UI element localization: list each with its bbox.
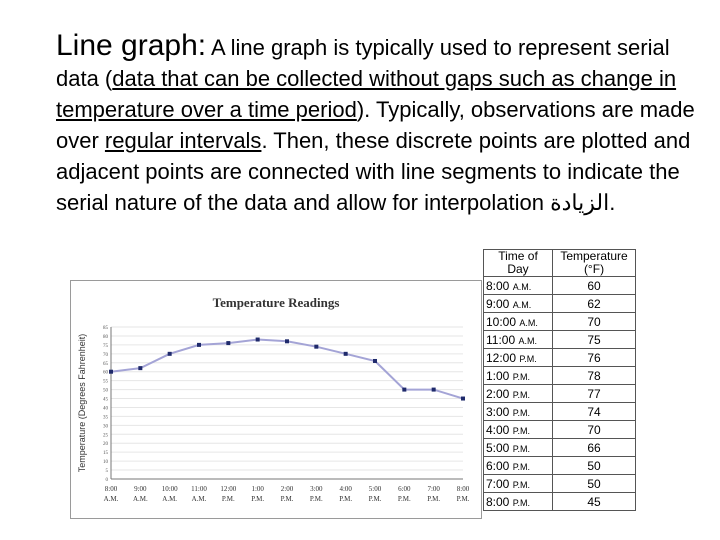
paragraph: [56, 30, 708, 218]
temperature-cell: 62: [553, 295, 636, 313]
intro-text: A line graph is typically used to represent serial data (: [56, 35, 670, 91]
temperature-cell: 70: [553, 421, 636, 439]
data-point: [402, 388, 406, 392]
time-cell: [484, 457, 553, 475]
time-period: P.M.: [512, 497, 531, 508]
data-point: [314, 345, 318, 349]
time-period: A.M.: [512, 281, 532, 292]
data-point: [226, 341, 230, 345]
table-row: [484, 457, 636, 475]
x-tick-period: A.M.: [162, 495, 178, 503]
y-tick-label: 30: [103, 424, 108, 430]
table-row: [484, 295, 636, 313]
x-tick-period: A.M.: [132, 495, 148, 503]
x-tick-period: A.M.: [103, 495, 119, 503]
time-period: P.M.: [512, 389, 531, 400]
time-period: P.M.: [519, 353, 537, 364]
table-body: [484, 277, 636, 511]
data-point: [344, 352, 348, 356]
time-value: 7:00: [486, 476, 510, 491]
end-period: .: [609, 190, 616, 215]
time-period: P.M.: [512, 443, 531, 454]
time-cell: [484, 421, 553, 439]
x-tick-label: 1:00: [251, 485, 264, 493]
y-tick-label: 60: [103, 370, 108, 376]
y-tick-label: 10: [103, 460, 108, 466]
y-tick-label: 40: [103, 406, 108, 412]
time-cell: [484, 385, 553, 403]
time-period: A.M.: [512, 299, 532, 310]
time-cell: [484, 439, 553, 457]
x-tick-label: 8:00: [104, 485, 118, 493]
y-tick-label: 55: [103, 379, 108, 385]
header-temperature: Temperature (°F): [553, 250, 636, 277]
time-period: P.M.: [512, 461, 531, 472]
y-tick-label: 5: [105, 469, 108, 475]
x-tick-label: 10:00: [161, 485, 178, 493]
table-row: [484, 349, 636, 367]
y-tick-label: 45: [103, 397, 108, 403]
table-row: [484, 403, 636, 421]
x-tick-period: A.M.: [191, 495, 207, 503]
time-cell: [484, 277, 553, 295]
temperature-cell: 50: [553, 475, 636, 493]
header-time: Time of Day: [484, 250, 553, 277]
y-tick-label: 50: [103, 388, 108, 394]
data-point: [109, 370, 113, 374]
time-cell: [484, 295, 553, 313]
x-tick-period: P.M.: [251, 495, 265, 503]
time-cell: [484, 493, 553, 511]
y-tick-label: 0: [105, 478, 108, 483]
time-cell: [484, 475, 553, 493]
y-tick-label: 15: [103, 451, 108, 457]
x-tick-label: 8:00: [456, 485, 470, 493]
table-row: [484, 331, 636, 349]
time-period: P.M.: [512, 407, 531, 418]
time-value: 9:00: [486, 296, 510, 311]
data-point: [373, 359, 377, 363]
time-period: A.M.: [518, 335, 537, 346]
x-tick-label: 4:00: [339, 485, 352, 493]
y-tick-label: 80: [103, 334, 108, 340]
table-row: [484, 367, 636, 385]
chart-title: Temperature Readings: [212, 295, 340, 310]
y-tick-label: 25: [103, 433, 108, 439]
data-point: [256, 338, 260, 342]
x-tick-period: P.M.: [368, 495, 382, 503]
temperature-cell: 66: [553, 439, 636, 457]
x-tick-period: P.M.: [221, 495, 235, 503]
y-tick-label: 70: [103, 352, 108, 358]
x-tick-label: 3:00: [310, 485, 323, 493]
x-tick-label: 11:00: [191, 485, 207, 493]
time-value: 5:00: [486, 440, 510, 455]
table-row: [484, 421, 636, 439]
temperature-cell: 70: [553, 313, 636, 331]
temperature-cell: 45: [553, 493, 636, 511]
time-cell: [484, 331, 553, 349]
arabic-word: الزيادة: [550, 190, 610, 215]
time-value: 3:00: [486, 404, 510, 419]
time-value: 4:00: [486, 422, 510, 437]
body-text-2: ). Typically, observations are made over: [56, 97, 695, 153]
x-tick-label: 6:00: [398, 485, 411, 493]
x-tick-label: 9:00: [134, 485, 147, 493]
table-row: [484, 313, 636, 331]
temperature-cell: 60: [553, 277, 636, 295]
table-header-row: [484, 250, 636, 277]
heading: Line graph:: [56, 29, 207, 62]
temperature-cell: 74: [553, 403, 636, 421]
time-value: 1:00: [486, 368, 510, 383]
x-tick-period: P.M.: [339, 495, 353, 503]
time-value: 10:00: [486, 314, 517, 329]
time-period: A.M.: [519, 317, 538, 328]
underlined-serial-data: data that can be collected without gaps such as change in temperature over a time period: [56, 66, 677, 122]
x-tick-label: 7:00: [427, 485, 440, 493]
x-tick-period: P.M.: [397, 495, 411, 503]
y-tick-label: 20: [103, 442, 108, 448]
x-tick-label: 2:00: [280, 485, 294, 493]
underlined-regular-intervals: regular intervals: [104, 128, 262, 153]
temperature-cell: 77: [553, 385, 636, 403]
time-period: P.M.: [512, 479, 531, 490]
y-tick-label: 65: [103, 361, 108, 367]
data-point: [197, 343, 201, 347]
data-point: [138, 366, 142, 370]
chart-svg: [71, 281, 481, 518]
time-value: 2:00: [486, 386, 510, 401]
x-tick-label: 5:00: [368, 485, 382, 493]
time-value: 12:00: [486, 350, 517, 365]
time-value: 11:00: [486, 332, 516, 347]
x-tick-period: P.M.: [427, 495, 441, 503]
time-period: P.M.: [512, 425, 531, 436]
table-row: [484, 439, 636, 457]
y-tick-label: 75: [103, 343, 108, 349]
time-cell: [484, 367, 553, 385]
y-tick-label: 35: [103, 415, 108, 421]
x-tick-period: P.M.: [309, 495, 323, 503]
y-tick-label: 85: [103, 326, 108, 331]
temperature-cell: 50: [553, 457, 636, 475]
x-tick-period: P.M.: [280, 495, 294, 503]
table-row: [484, 475, 636, 493]
data-point: [432, 388, 436, 392]
temperature-cell: 75: [553, 331, 636, 349]
temperature-chart: [70, 280, 482, 519]
time-period: P.M.: [512, 371, 531, 382]
time-value: 6:00: [486, 458, 510, 473]
data-point: [461, 397, 465, 401]
table-row: [484, 493, 636, 511]
x-tick-label: 12:00: [220, 485, 237, 493]
temperature-table: [483, 249, 636, 511]
temperature-cell: 76: [553, 349, 636, 367]
table-row: [484, 385, 636, 403]
table-row: [484, 277, 636, 295]
data-point: [285, 339, 289, 343]
x-tick-period: P.M.: [456, 495, 470, 503]
body-text-3: . Then, these discrete points are plotted and adjacent points are connected with line segments to indicate the serial nature of the data and allow for interpolation: [56, 128, 691, 215]
time-value: 8:00: [486, 494, 510, 509]
time-cell: [484, 313, 553, 331]
time-cell: [484, 403, 553, 421]
y-axis-label: Temperature (Degrees Fahrenheit): [77, 333, 87, 473]
data-point: [168, 352, 172, 356]
temperature-cell: 78: [553, 367, 636, 385]
time-value: 8:00: [486, 278, 510, 293]
time-cell: [484, 349, 553, 367]
